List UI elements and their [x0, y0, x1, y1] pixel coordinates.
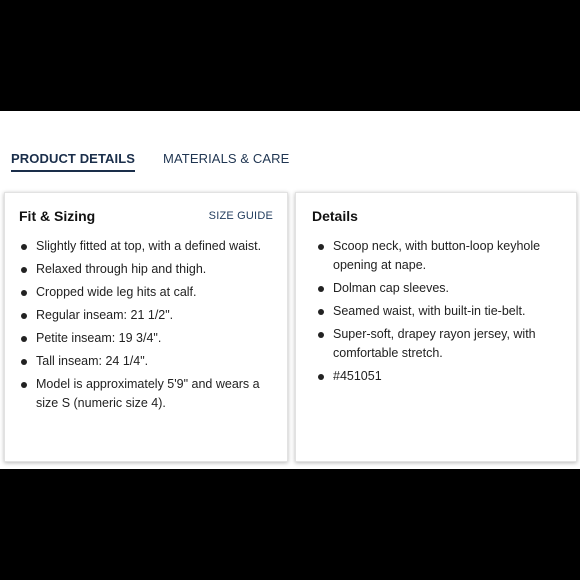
- tab-product-details[interactable]: PRODUCT DETAILS: [11, 151, 135, 172]
- fit-sizing-card: [4, 192, 288, 462]
- bullet-icon: [318, 286, 324, 292]
- bullet-icon: [21, 359, 27, 365]
- details-list: [316, 237, 566, 390]
- list-item: [19, 375, 277, 413]
- size-guide-link[interactable]: SIZE GUIDE: [208, 210, 273, 222]
- list-item: [19, 306, 277, 325]
- list-item-text: Relaxed through hip and thigh.: [36, 262, 207, 276]
- list-item: [316, 237, 566, 275]
- list-item-text: Tall inseam: 24 1/4".: [36, 354, 149, 368]
- list-item: [316, 302, 566, 321]
- bullet-icon: [21, 244, 27, 250]
- bullet-icon: [21, 336, 27, 342]
- list-item-text: Model is approximately 5'9" and wears a size S (numeric size 4).: [36, 377, 260, 410]
- list-item: [19, 329, 277, 348]
- bullet-icon: [21, 313, 27, 319]
- list-item: [316, 367, 566, 386]
- list-item-text: Slightly fitted at top, with a defined waist.: [36, 239, 262, 253]
- list-item: [19, 237, 277, 256]
- list-item-text: Cropped wide leg hits at calf.: [36, 285, 197, 299]
- details-card: [295, 192, 577, 462]
- product-info-panel: [0, 111, 580, 469]
- fit-sizing-title: Fit & Sizing: [19, 208, 96, 224]
- list-item: [19, 283, 277, 302]
- bullet-icon: [21, 290, 27, 296]
- bullet-icon: [318, 309, 324, 315]
- list-item: [316, 325, 566, 363]
- bullet-icon: [21, 267, 27, 273]
- bullet-icon: [21, 382, 27, 388]
- list-item-text: Regular inseam: 21 1/2".: [36, 308, 174, 322]
- tab-materials-care[interactable]: MATERIALS & CARE: [163, 151, 290, 166]
- list-item-text: Super-soft, drapey rayon jersey, with comfortable stretch.: [333, 327, 536, 360]
- list-item: [19, 352, 277, 371]
- details-title: Details: [312, 208, 358, 224]
- list-item-text: Scoop neck, with button-loop keyhole opening at nape.: [333, 239, 541, 272]
- list-item-text: Petite inseam: 19 3/4".: [36, 331, 162, 345]
- fit-sizing-list: [19, 237, 277, 417]
- list-item-text: Seamed waist, with built-in tie-belt.: [333, 304, 526, 318]
- list-item-text: #451051: [333, 369, 382, 383]
- cards-container: [4, 192, 577, 464]
- bullet-icon: [318, 374, 324, 380]
- tab-bar: [11, 151, 289, 173]
- list-item-text: Dolman cap sleeves.: [333, 281, 450, 295]
- list-item: [19, 260, 277, 279]
- list-item: [316, 279, 566, 298]
- bullet-icon: [318, 332, 324, 338]
- bullet-icon: [318, 244, 324, 250]
